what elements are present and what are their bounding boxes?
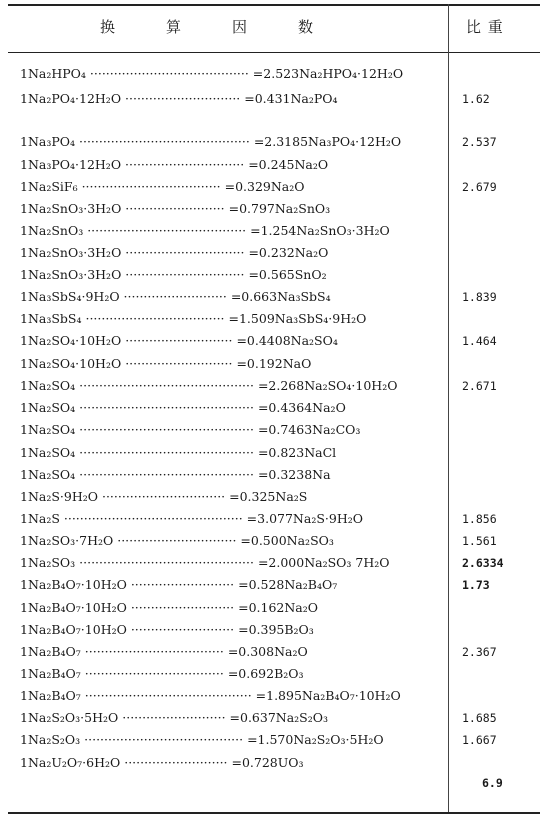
conversion-formula: 1Na₂B₄O₇ ··································· =0.308Na₂O <box>20 644 308 659</box>
header-char: 因 <box>232 18 249 36</box>
table-row <box>20 685 540 707</box>
conversion-formula: 1Na₂B₄O₇·10H₂O ·························· =0.528Na₂B₄O₇ <box>20 577 338 592</box>
conversion-formula: 1Na₂SO₄ ············································ =0.4364Na₂O <box>20 400 346 415</box>
specific-gravity-value: 1.685 <box>462 711 497 725</box>
table-row <box>20 330 540 352</box>
conversion-formula: 1Na₂SO₄·10H₂O ··························· =0.192NaO <box>20 356 312 371</box>
specific-gravity-value: 1.667 <box>462 733 497 747</box>
conversion-formula: 1Na₃SbS₄·9H₂O ·························· =0.663Na₃SbS₄ <box>20 289 331 304</box>
conversion-formula: 1Na₂PO₄·12H₂O ····························· =0.431Na₂PO₄ <box>20 91 338 106</box>
header-char: 数 <box>298 18 315 36</box>
table-row <box>20 131 540 153</box>
table-row <box>20 419 540 441</box>
conversion-formula: 1Na₂SO₃ ············································ =2.000Na₂SO₃ 7H₂O <box>20 555 390 570</box>
table-row <box>20 375 540 397</box>
table-row <box>20 486 540 508</box>
specific-gravity-value: 1.561 <box>462 534 497 548</box>
table-row <box>20 88 540 110</box>
conversion-formula: 1Na₂B₄O₇·10H₂O ·························· =0.395B₂O₃ <box>20 622 314 637</box>
header-char: 换 <box>100 18 117 36</box>
table-row <box>20 707 540 729</box>
conversion-formula: 1Na₂HPO₄ ········································ =2.523Na₂HPO₄·12H₂O <box>20 66 404 81</box>
table-row <box>20 442 540 464</box>
table-row <box>20 597 540 619</box>
table-row <box>20 752 540 774</box>
conversion-formula: 1Na₂S ············································· =3.077Na₂S·9H₂O <box>20 511 363 526</box>
table-top-rule <box>8 4 540 6</box>
conversion-formula: 1Na₂SnO₃·3H₂O ······························ =0.232Na₂O <box>20 245 329 260</box>
conversion-formula: 1Na₃PO₄·12H₂O ······························ =0.245Na₂O <box>20 157 329 172</box>
conversion-formula: 1Na₂SO₄ ············································ =0.3238Na <box>20 467 331 482</box>
conversion-formula: 1Na₂SO₃·7H₂O ······························ =0.500Na₂SO₃ <box>20 533 334 548</box>
conversion-formula: 1Na₂B₄O₇ ·········································· =1.895Na₂B₄O₇·10H₂O <box>20 688 401 703</box>
table-row <box>20 176 540 198</box>
specific-gravity-value: 1.62 <box>462 92 490 106</box>
conversion-formula: 1Na₂S₂O₃·5H₂O ·························· =0.637Na₂S₂O₃ <box>20 710 329 725</box>
table-row <box>20 353 540 375</box>
table-row <box>20 663 540 685</box>
header-conversion-factor <box>100 16 364 37</box>
conversion-formula: 1Na₂SiF₆ ··································· =0.329Na₂O <box>20 179 305 194</box>
table-row <box>20 619 540 641</box>
table-row <box>20 397 540 419</box>
specific-gravity-value: 2.679 <box>462 180 497 194</box>
specific-gravity-value: 2.671 <box>462 379 497 393</box>
conversion-formula: 1Na₂SO₄ ············································ =0.7463Na₂CO₃ <box>20 422 361 437</box>
specific-gravity-value: 1.839 <box>462 290 497 304</box>
conversion-formula: 1Na₂SnO₃ ········································ =1.254Na₂SnO₃·3H₂O <box>20 223 390 238</box>
table-row <box>20 286 540 308</box>
specific-gravity-value: 2.537 <box>462 135 497 149</box>
specific-gravity-value: 2.367 <box>462 645 497 659</box>
table-row <box>20 198 540 220</box>
table-row <box>20 264 540 286</box>
table-row <box>20 242 540 264</box>
conversion-formula: 1Na₂S₂O₃ ········································ =1.570Na₂S₂O₃·5H₂O <box>20 732 384 747</box>
conversion-formula: 1Na₂U₂O₇·6H₂O ·························· =0.728UO₃ <box>20 755 304 770</box>
conversion-formula: 1Na₂SnO₃·3H₂O ······························ =0.565SnO₂ <box>20 267 327 282</box>
header-specific-gravity: 比 重 <box>466 18 504 36</box>
table-bottom-rule <box>8 812 540 814</box>
conversion-formula: 1Na₂SO₄ ············································ =0.823NaCl <box>20 445 337 460</box>
table-row <box>20 641 540 663</box>
header-rule <box>8 52 540 53</box>
table-row <box>20 464 540 486</box>
conversion-formula: 1Na₂S·9H₂O ······························· =0.325Na₂S <box>20 489 308 504</box>
footer-ratio: 6.9 <box>482 776 503 790</box>
conversion-formula: 1Na₂B₄O₇·10H₂O ·························· =0.162Na₂O <box>20 600 319 615</box>
specific-gravity-value: 1.73 <box>462 578 490 592</box>
table-row <box>20 154 540 176</box>
conversion-formula: 1Na₂SO₄ ············································ =2.268Na₂SO₄·10H₂O <box>20 378 398 393</box>
specific-gravity-value: 1.464 <box>462 334 497 348</box>
conversion-formula: 1Na₂B₄O₇ ··································· =0.692B₂O₃ <box>20 666 304 681</box>
table-row <box>20 729 540 751</box>
specific-gravity-value: 2.6334 <box>462 556 504 570</box>
table-row <box>20 574 540 596</box>
table-row <box>20 552 540 574</box>
table-row <box>20 308 540 330</box>
table-row <box>20 220 540 242</box>
table-row <box>20 508 540 530</box>
specific-gravity-value: 1.856 <box>462 512 497 526</box>
table-row <box>20 530 540 552</box>
conversion-formula: 1Na₂SO₄·10H₂O ··························· =0.4408Na₂SO₄ <box>20 333 338 348</box>
header-char: 算 <box>166 18 183 36</box>
conversion-formula: 1Na₃SbS₄ ··································· =1.509Na₃SbS₄·9H₂O <box>20 311 367 326</box>
conversion-formula: 1Na₃PO₄ ··········································· =2.3185Na₃PO₄·12H₂O <box>20 134 402 149</box>
conversion-formula: 1Na₂SnO₃·3H₂O ························· =0.797Na₂SnO₃ <box>20 201 331 216</box>
table-row <box>20 63 540 85</box>
